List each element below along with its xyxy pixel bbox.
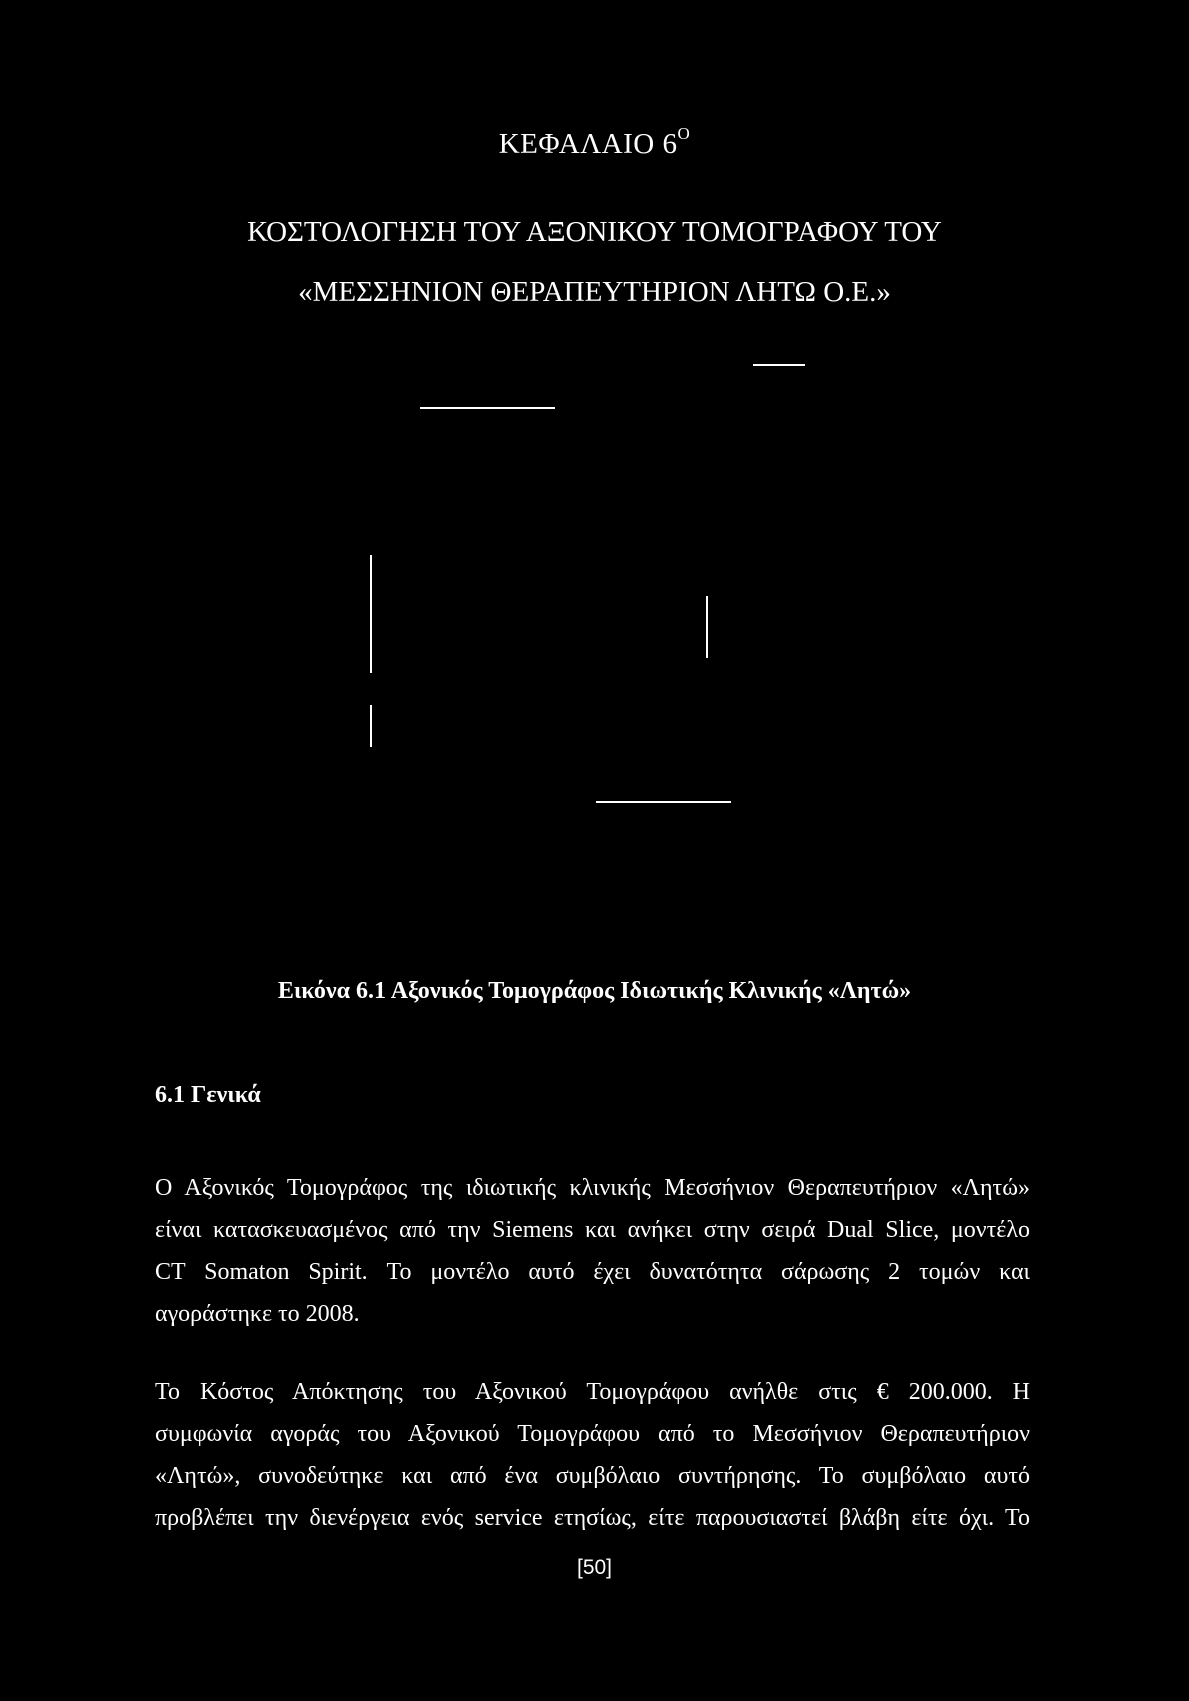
figure-stroke	[753, 364, 805, 366]
chapter-label	[0, 124, 1189, 161]
paragraph-1-line: είναι κατασκευασμένος από την Siemens και ανήκει στην σειρά Dual Slice, μοντέλο	[155, 1217, 1030, 1243]
paragraph-1-line: αγοράστηκε το 2008.	[155, 1301, 360, 1327]
paragraph-2-line: Το Κόστος Απόκτησης του Αξονικού Τομογράφου ανήλθε στις € 200.000. Η	[155, 1379, 1030, 1405]
figure-stroke	[420, 407, 555, 409]
figure-stroke	[596, 801, 731, 803]
figure-caption: Εικόνα 6.1 Αξονικός Τομογράφος Ιδιωτικής Κλινικής «Λητώ»	[277, 978, 912, 1004]
paragraph-2-line: «Λητώ», συνοδεύτηκε και από ένα συμβόλαιο συντήρησης. Το συμβόλαιο αυτό	[155, 1463, 1030, 1489]
figure-stroke	[370, 705, 372, 747]
paragraph-2-line: προβλέπει την διενέργεια ενός service ετησίως, είτε παρουσιαστεί βλάβη είτε όχι. Το	[155, 1505, 1030, 1531]
chapter-label-superscript: Ο	[677, 124, 691, 143]
chapter-title	[0, 202, 1189, 322]
chapter-title-line-2: «ΜΕΣΣΗΝΙΟΝ ΘΕΡΑΠΕΥΤΗΡΙΟΝ ΛΗΤΩ Ο.Ε.»	[298, 276, 891, 308]
paragraph-2-line: συμφωνία αγοράς του Αξονικού Τομογράφου από το Μεσσήνιον Θεραπευτήριον	[155, 1421, 1030, 1447]
figure-image	[0, 340, 1189, 820]
page-number: [50]	[576, 1556, 613, 1579]
figure-stroke	[706, 596, 708, 658]
paragraph-1-line: CT Somaton Spirit. Το μοντέλο αυτό έχει δυνατότητα σάρωσης 2 τομών και	[155, 1259, 1030, 1285]
section-heading: 6.1 Γενικά	[155, 1082, 261, 1108]
figure-stroke	[370, 555, 372, 673]
chapter-title-line-1: ΚΟΣΤΟΛΟΓΗΣΗ ΤΟΥ ΑΞΟΝΙΚΟΥ ΤΟΜΟΓΡΑΦΟΥ ΤΟΥ	[247, 216, 942, 248]
chapter-label-text: ΚΕΦΑΛΑΙΟ 6	[498, 128, 678, 160]
paragraph-1-line: Ο Αξονικός Τομογράφος της ιδιωτικής κλινικής Μεσσήνιον Θεραπευτήριον «Λητώ»	[155, 1175, 1030, 1201]
